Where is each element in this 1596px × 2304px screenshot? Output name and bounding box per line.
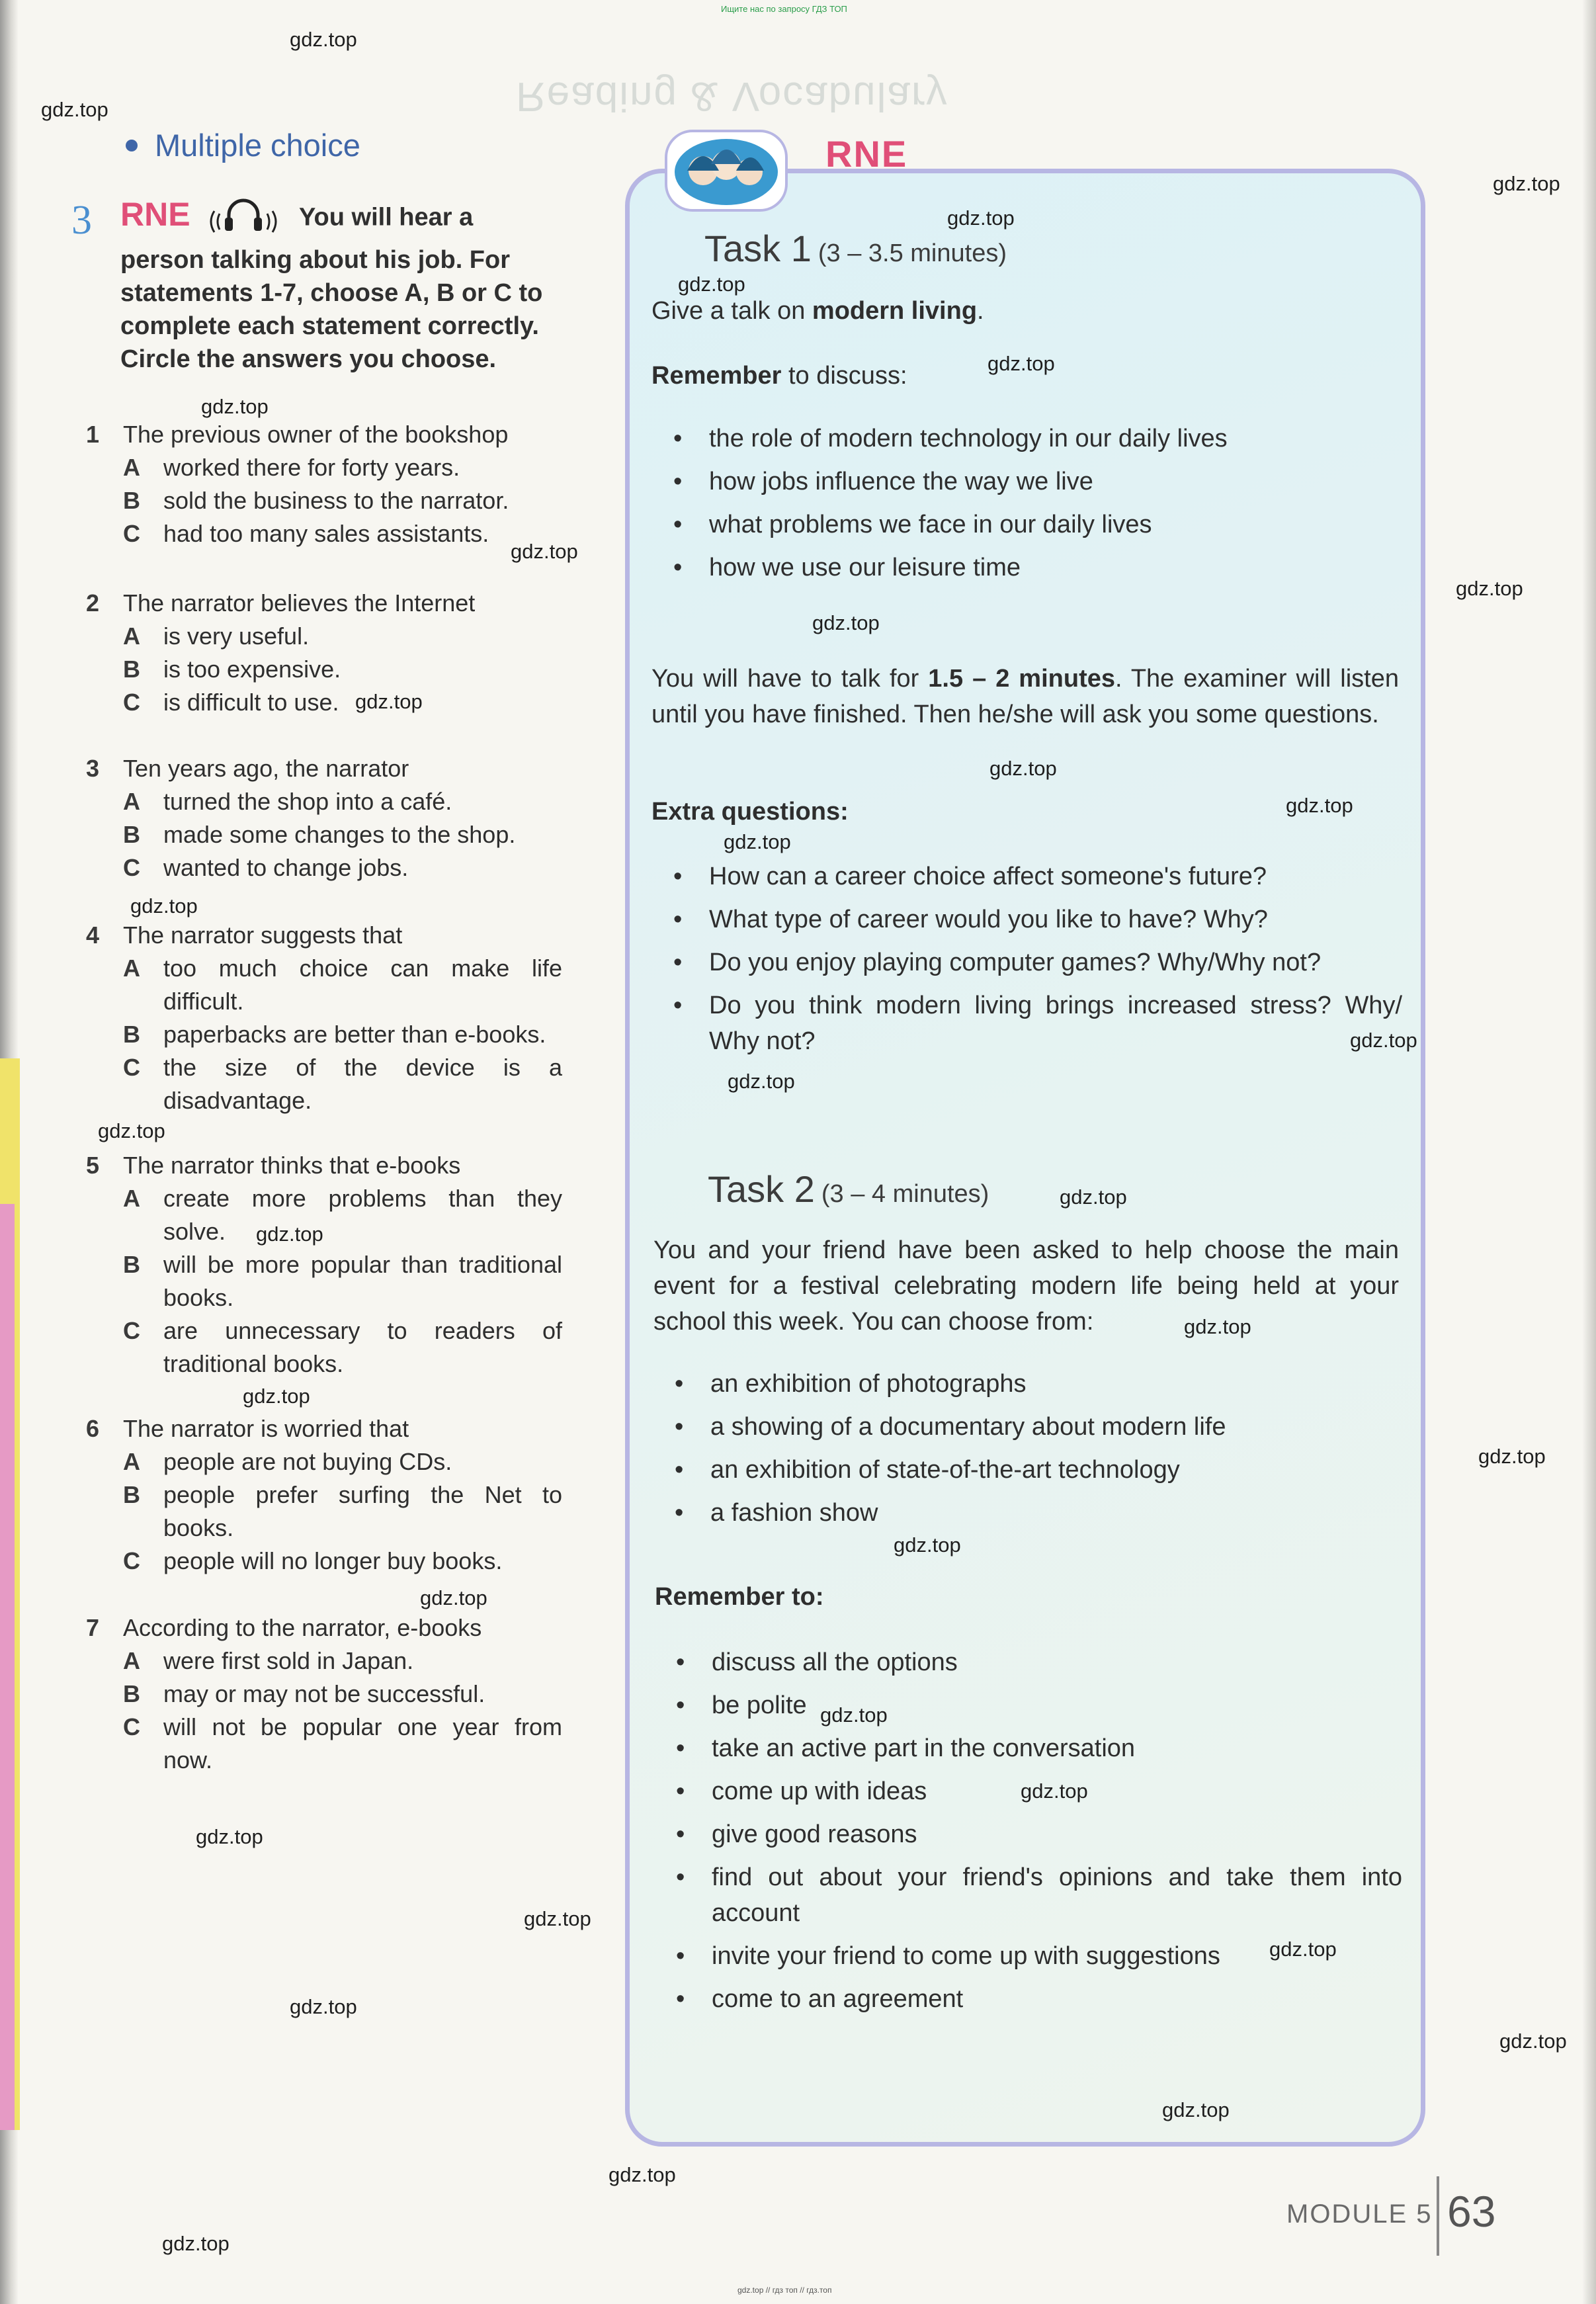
watermark: gdz.top [1286, 794, 1353, 817]
pink-edge-tab [0, 1204, 15, 2130]
list-item: • discuss all the options [657, 1644, 1402, 1680]
instructions-text: You will hear a person talking about his job. For statements 1-7, choose A, B or C to complete each statement correctly. Circle the answers you choose. [120, 203, 543, 373]
list-item: • How can a career choice affect someone's future? [655, 859, 1402, 894]
list-item: • Do you think modern living brings increased stress? Why/ Why not? [655, 988, 1402, 1059]
list-item: • how jobs influence the way we live [655, 464, 1389, 499]
answer-option[interactable]: A is very useful. [123, 622, 310, 650]
list-item: • find out about your friend's opinions and take them into account [657, 1859, 1402, 1931]
watermark: gdz.top [724, 830, 791, 853]
watermark: gdz.top [678, 273, 745, 296]
question-7 [86, 1611, 562, 1777]
watermark: gdz.top [1269, 1938, 1337, 1961]
headphones-icon [204, 194, 283, 243]
watermark: gdz.top [130, 894, 198, 917]
bullet-icon [126, 140, 138, 151]
answer-option[interactable]: A too much choice can make life difficult. [123, 955, 562, 1015]
task-1-remember: Remember to discuss: [651, 362, 907, 390]
watermark: gdz.top [98, 1119, 165, 1142]
list-item: • come to an agreement [657, 1981, 1402, 2017]
exercise-instructions [120, 194, 544, 376]
answer-option[interactable]: C is difficult to use. [123, 689, 339, 716]
answer-option[interactable]: A turned the shop into a café. [123, 788, 452, 815]
list-item: • give good reasons [657, 1816, 1402, 1852]
task-2-intro: You and your friend have been asked to help choose the main event for a festival celebrating modern life being held at your school this week. You can choose from: [653, 1236, 1399, 1336]
question-6 [86, 1412, 562, 1578]
watermark: gdz.top [812, 611, 880, 634]
question-5 [86, 1149, 562, 1381]
answer-option[interactable]: C are unnecessary to readers of traditional books. [123, 1317, 562, 1377]
watermark: gdz.top [1493, 172, 1560, 195]
list-item: • a fashion show [656, 1495, 1390, 1531]
answer-option[interactable]: B made some changes to the shop. [123, 821, 516, 848]
watermark: gdz.top [162, 2232, 230, 2255]
question-4 [86, 919, 562, 1117]
answer-option[interactable]: A create more problems than they solve. [123, 1185, 562, 1245]
answer-option[interactable]: C wanted to change jobs. [123, 854, 409, 881]
list-item: • a showing of a documentary about modern life [656, 1409, 1390, 1445]
question-number: 1 [86, 421, 100, 448]
watermark: gdz.top [1184, 1315, 1251, 1338]
task-1-talk-instructions: You will have to talk for 1.5 – 2 minutes. The examiner will listen until you have finished. Then he/she will ask you some questions. [651, 665, 1399, 728]
extra-questions-list [655, 859, 1402, 1059]
list-item: • be polite [657, 1687, 1402, 1723]
watermark: gdz.top [1162, 2098, 1230, 2121]
task-2-options [656, 1366, 1390, 1531]
task-1-intro: Give a talk on modern living. [651, 297, 984, 325]
question-number: 3 [86, 755, 100, 782]
list-item: • an exhibition of state-of-the-art technology [656, 1452, 1390, 1488]
watermark: gdz.top [609, 2163, 676, 2186]
task-1-title: Task 1 (3 – 3.5 minutes) [704, 228, 1007, 269]
task-2-title: Task 2 (3 – 4 minutes) [708, 1168, 989, 1210]
watermark: gdz.top [196, 1825, 263, 1848]
extra-questions-heading: Extra questions: [651, 798, 849, 826]
watermark: gdz.top [989, 757, 1057, 780]
watermark: gdz.top [511, 540, 578, 563]
answer-option[interactable]: C the size of the device is a disadvantage. [123, 1054, 562, 1114]
students-badge-icon [663, 124, 789, 217]
list-item: • take an active part in the conversation [657, 1730, 1402, 1766]
page-edge-shadow [1582, 0, 1596, 2304]
question-stem: The narrator believes the Internet [123, 589, 476, 617]
question-stem: Ten years ago, the narrator [123, 755, 409, 782]
watermark: gdz.top [1456, 577, 1523, 600]
watermark: gdz.top [420, 1586, 487, 1609]
watermark: gdz.top [1478, 1445, 1546, 1468]
watermark: gdz.top [1021, 1779, 1088, 1803]
watermark: gdz.top [524, 1907, 591, 1930]
answer-option[interactable]: B is too expensive. [123, 656, 341, 683]
question-stem: According to the narrator, e-books [123, 1614, 482, 1641]
watermark: gdz.top [256, 1222, 323, 1246]
list-item: • invite your friend to come up with suggestions [657, 1938, 1402, 1974]
question-stem: The narrator suggests that [123, 921, 403, 949]
answer-option[interactable]: A were first sold in Japan. [123, 1647, 414, 1674]
watermark: gdz.top [947, 206, 1015, 230]
watermark: gdz.top [1350, 1029, 1417, 1052]
watermark: gdz.top [1499, 2029, 1567, 2053]
exercise-number: 3 [71, 198, 92, 243]
bleed-through-header: Reading & Vocabulary [516, 73, 948, 119]
list-item: • what problems we face in our daily lives [655, 507, 1389, 542]
question-3 [86, 752, 562, 884]
section-heading [126, 127, 360, 163]
watermark: gdz.top [355, 690, 423, 713]
question-stem: The previous owner of the bookshop [123, 421, 509, 448]
task-1-discussion-points [655, 421, 1389, 585]
question-number: 6 [86, 1415, 100, 1442]
answer-option[interactable]: B will be more popular than traditional books. [123, 1251, 562, 1311]
watermark: gdz.top [820, 1703, 888, 1727]
watermark: gdz.top [1060, 1185, 1127, 1209]
question-number: 7 [86, 1614, 100, 1641]
top-note: Ищите нас по запросу ГДЗ ТОП [721, 4, 847, 14]
page-number: 63 [1447, 2187, 1496, 2236]
footer-divider [1437, 2176, 1439, 2256]
question-stem: The narrator thinks that e-books [123, 1152, 461, 1179]
remember-to-heading: Remember to: [655, 1583, 824, 1611]
watermark: gdz.top [243, 1385, 310, 1408]
watermark: gdz.top [728, 1070, 795, 1093]
list-item: • What type of career would you like to have? Why? [655, 902, 1402, 937]
list-item: • an exhibition of photographs [656, 1366, 1390, 1402]
answer-option[interactable]: C will not be popular one year from now. [123, 1713, 562, 1773]
answer-option[interactable]: A people are not buying CDs. [123, 1448, 452, 1475]
answer-option[interactable]: B sold the business to the narrator. [123, 487, 509, 514]
watermark: gdz.top [290, 28, 357, 51]
watermark: gdz.top [290, 1995, 357, 2018]
bottom-note: gdz.top // гдз топ // гдз.топ [737, 2285, 832, 2295]
task-2-duration: (3 – 4 minutes) [821, 1180, 989, 1208]
list-item: • how we use our leisure time [655, 550, 1389, 585]
list-item: • come up with ideas [657, 1773, 1402, 1809]
section-heading-text: Multiple choice [155, 128, 360, 163]
module-label: MODULE 5 [1286, 2199, 1433, 2229]
answer-option[interactable]: B paperbacks are better than e-books. [123, 1021, 546, 1048]
question-number: 5 [86, 1152, 100, 1179]
question-number: 2 [86, 589, 100, 617]
watermark: gdz.top [894, 1533, 961, 1557]
task-1-duration: (3 – 3.5 minutes) [818, 239, 1007, 267]
rne-label: RNE [120, 195, 190, 233]
question-2 [86, 587, 562, 719]
question-stem: The narrator is worried that [123, 1415, 409, 1442]
watermark: gdz.top [987, 352, 1055, 375]
question-1 [86, 418, 562, 550]
list-item: • Do you enjoy playing computer games? Why/Why not? [655, 945, 1402, 980]
watermark: gdz.top [41, 98, 108, 121]
watermark: gdz.top [201, 395, 269, 418]
answer-option[interactable]: B may or may not be successful. [123, 1680, 485, 1707]
list-item: • the role of modern technology in our daily lives [655, 421, 1389, 456]
rne-label: RNE [825, 133, 908, 175]
answer-option[interactable]: C people will no longer buy books. [123, 1547, 503, 1574]
answer-option[interactable]: A worked there for forty years. [123, 454, 460, 481]
answer-option[interactable]: B people prefer surfing the Net to books. [123, 1481, 562, 1541]
answer-option[interactable]: C had too many sales assistants. [123, 520, 489, 547]
question-number: 4 [86, 921, 100, 949]
